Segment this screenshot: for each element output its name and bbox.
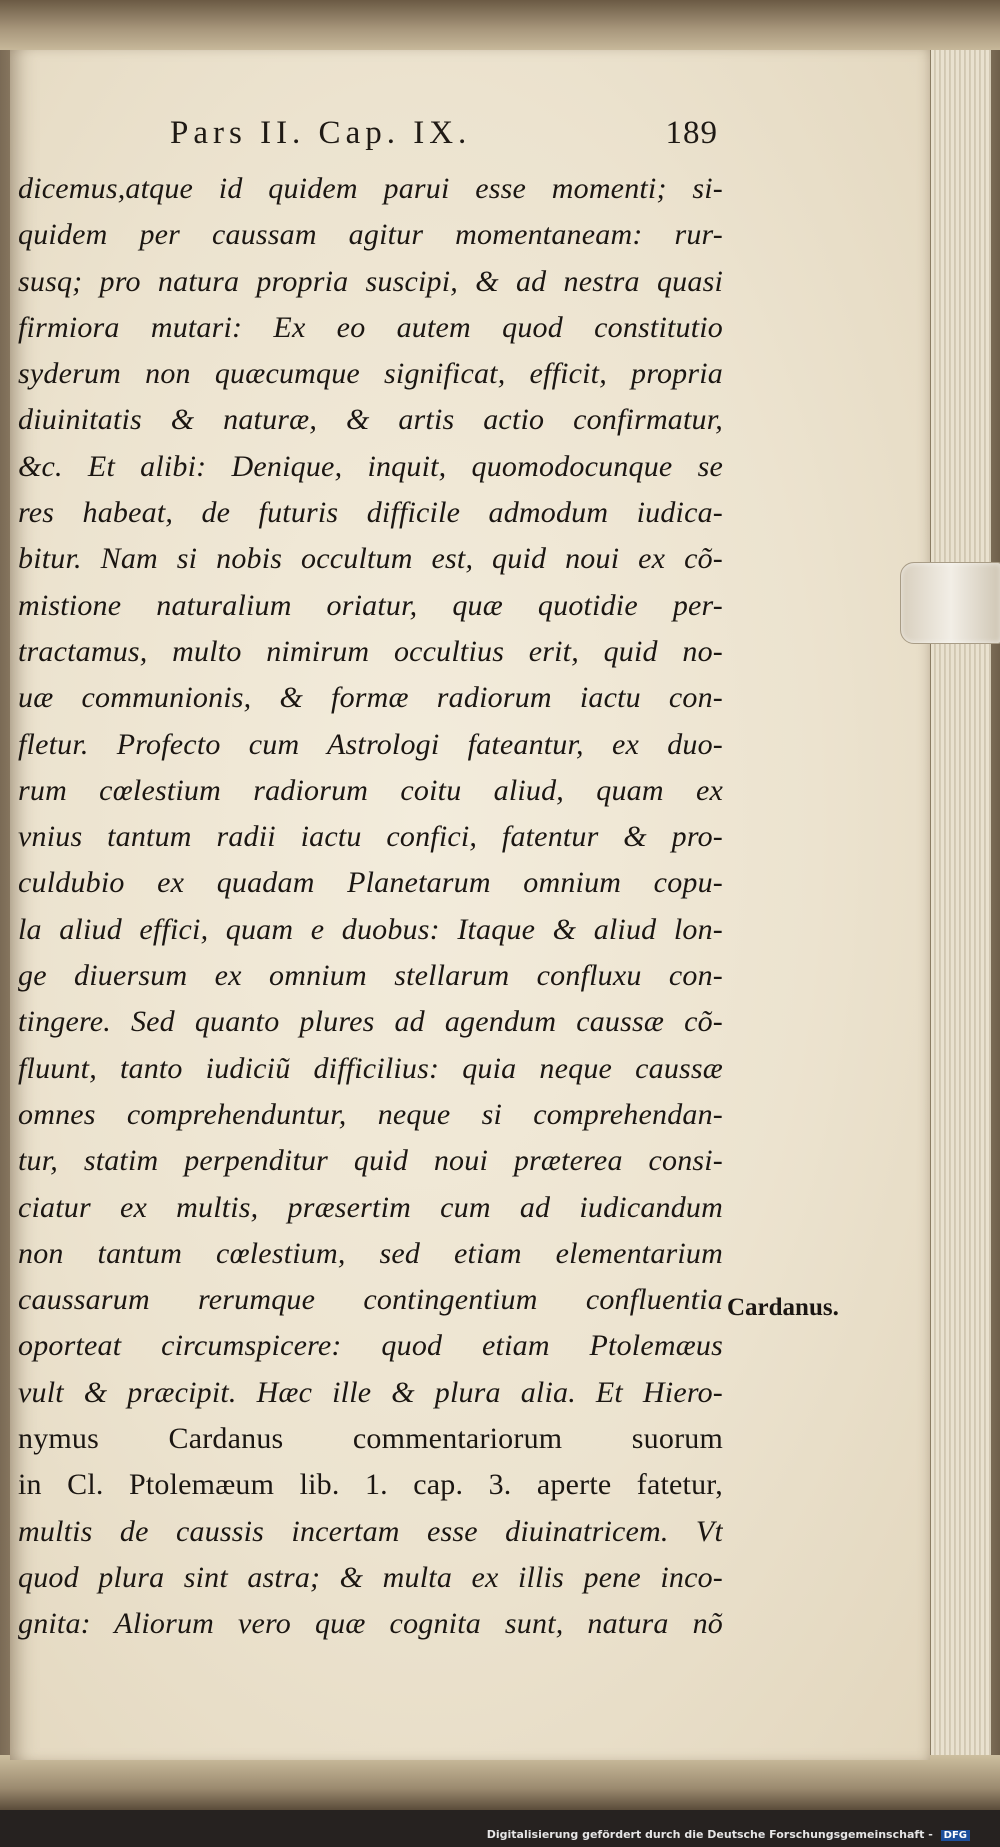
text-line: tur, statim perpenditur quid noui præterea consi- xyxy=(18,1144,723,1178)
dfg-logo-badge: DFG xyxy=(941,1830,970,1841)
text-line: multis de caussis incertam esse diuinatricem. Vt xyxy=(18,1514,723,1548)
text-line: mistione naturalium oriatur, quæ quotidie per- xyxy=(18,588,723,622)
text-line: in Cl. Ptolemæum lib. 1. cap. 3. aperte fatetur, xyxy=(18,1468,723,1502)
text-line: tractamus, multo nimirum occultius erit, quid no- xyxy=(18,634,723,668)
text-line: syderum non quæcumque significat, efficit, propria xyxy=(18,357,723,391)
bookmark-tab xyxy=(900,562,1000,644)
text-line: tingere. Sed quanto plures ad agendum caussæ cõ- xyxy=(18,1005,723,1039)
text-line: la aliud effici, quam e duobus: Itaque & aliud lon- xyxy=(18,912,723,946)
binding-top-edge xyxy=(0,0,1000,50)
marginal-note: Cardanus. xyxy=(727,1294,839,1321)
text-line: vult & præcipit. Hæc ille & plura alia. Et Hiero- xyxy=(18,1375,723,1409)
page-edges xyxy=(930,50,991,1755)
binding-bottom-edge xyxy=(0,1755,1000,1810)
text-line: fletur. Profecto cum Astrologi fateantur, ex duo- xyxy=(18,727,723,761)
folio-number: 189 xyxy=(665,115,718,151)
text-line: non tantum cœlestium, sed etiam elementarium xyxy=(18,1236,723,1270)
footer-credit-text: Digitalisierung gefördert durch die Deutsche Forschungsgemeinschaft - xyxy=(486,1828,933,1841)
text-line: rum cœlestium radiorum coitu aliud, quam ex xyxy=(18,773,723,807)
text-line: oporteat circumspicere: quod etiam Ptolemæus xyxy=(18,1329,723,1363)
text-line: res habeat, de futuris difficile admodum iudica- xyxy=(18,496,723,530)
page-header xyxy=(170,115,718,163)
text-line: nymus Cardanus commentariorum suorum xyxy=(18,1422,723,1456)
text-line: culdubio ex quadam Planetarum omnium copu- xyxy=(18,866,723,900)
text-line: &c. Et alibi: Denique, inquit, quomodocunque se xyxy=(18,449,723,483)
running-head: Pars II. Cap. IX. xyxy=(170,115,472,151)
text-line: quidem per caussam agitur momentaneam: rur- xyxy=(18,218,723,252)
text-line: bitur. Nam si nobis occultum est, quid noui ex cõ- xyxy=(18,542,723,576)
text-line: dicemus,atque id quidem parui esse momenti; si- xyxy=(18,172,723,205)
text-line: caussarum rerumque contingentium confluentia xyxy=(18,1283,723,1317)
text-line: uæ communionis, & formæ radiorum iactu con- xyxy=(18,681,723,715)
footer-credit xyxy=(487,1828,970,1841)
text-line: diuinitatis & naturæ, & artis actio confirmatur, xyxy=(18,403,723,437)
text-line: fluunt, tanto iudiciũ difficilius: quia neque caussæ xyxy=(18,1051,723,1085)
text-line: ciatur ex multis, præsertim cum ad iudicandum xyxy=(18,1190,723,1224)
body-text xyxy=(18,166,723,1648)
text-line: firmiora mutari: Ex eo autem quod constitutio xyxy=(18,310,723,344)
text-line: quod plura sint astra; & multa ex illis pene inco- xyxy=(18,1560,723,1594)
text-line: omnes comprehenduntur, neque si comprehendan- xyxy=(18,1097,723,1131)
text-line: vnius tantum radii iactu confici, fatentur & pro- xyxy=(18,820,723,854)
text-line: gnita: Aliorum vero quæ cognita sunt, natura nõ xyxy=(18,1607,723,1641)
text-line: susq; pro natura propria suscipi, & ad nestra quasi xyxy=(18,264,723,298)
text-line: ge diuersum ex omnium stellarum confluxu con- xyxy=(18,959,723,993)
